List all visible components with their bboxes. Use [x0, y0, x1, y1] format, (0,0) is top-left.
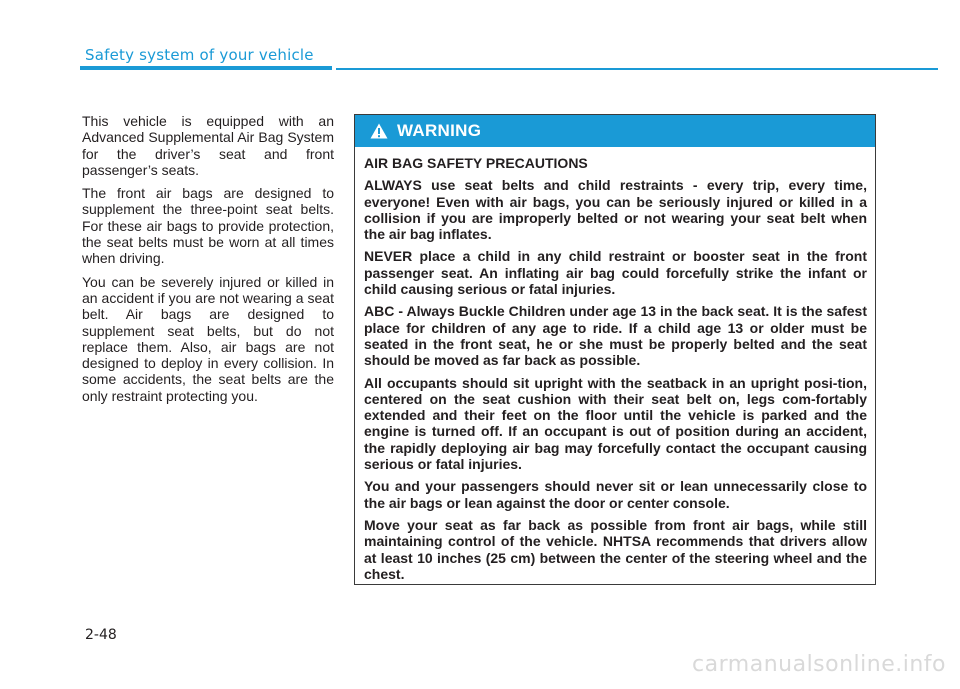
warning-body	[355, 147, 875, 582]
header-rule-thick	[80, 66, 332, 70]
intro-paragraph: You can be severely injured or killed in an accident if you are not wearing a seat belt. Air bags are designed to supplement seat belts, but do not replace them. Also, air bags are not designed to deploy in every collision. In some accidents, the seat belts are the only restraint protecting you.	[82, 273, 334, 404]
warning-paragraph: All occupants should sit upright with the seatback in an upright posi-tion, centered on the seat cushion with their seat belt on, legs com-fortably extended and their feet on the floor until the vehicle is parked and the engine is turned off. If an occupant is out of position during an accident, the rapidly deploying air bag may forcefully contact the occupant causing serious or fatal injuries.	[364, 374, 867, 473]
intro-column	[82, 113, 334, 411]
warning-paragraph: ABC - Always Buckle Children under age 13 in the back seat. It is the safest place for children of any age to ride. If a child age 13 or older must be seated in the front seat, he or she must be properly belted and the seat should be moved as far back as possible.	[364, 303, 867, 369]
section-title: Safety system of your vehicle	[85, 46, 314, 64]
warning-paragraph: ALWAYS use seat belts and child restraints - every trip, every time, everyone! Even with air bags, you can be seriously injured or killed in a collision if you are improperly belted or not wearing your seat belt when the air bag inflates.	[364, 177, 867, 243]
warning-triangle-icon	[370, 123, 388, 139]
warning-paragraph: NEVER place a child in any child restraint or booster seat in the front passenger seat. An inflating air bag could forcefully strike the infant or child causing serious or fatal injuries.	[364, 248, 867, 298]
warning-paragraph: Move your seat as far back as possible from front air bags, while still maintaining control of the vehicle. NHTSA recommends that drivers allow at least 10 inches (25 cm) between the center of the steering wheel and the chest.	[364, 516, 867, 582]
header-rule-thin	[336, 68, 938, 70]
watermark: carmanualsonline.info	[692, 652, 946, 677]
warning-label: WARNING	[397, 121, 482, 140]
warning-header	[355, 115, 875, 147]
warning-box	[354, 114, 876, 585]
warning-paragraph: You and your passengers should never sit or lean unnecessarily close to the air bags or lean against the door or center console.	[364, 478, 867, 511]
intro-paragraph: This vehicle is equipped with an Advanced Supplemental Air Bag System for the driver’s seat and front passenger’s seats.	[82, 113, 334, 178]
intro-paragraph: The front air bags are designed to supplement the three-point seat belts. For these air bags to provide protection, the seat belts must be worn at all times when driving.	[82, 185, 334, 267]
warning-title: AIR BAG SAFETY PRECAUTIONS	[364, 155, 588, 171]
page-number: 2-48	[85, 627, 117, 643]
